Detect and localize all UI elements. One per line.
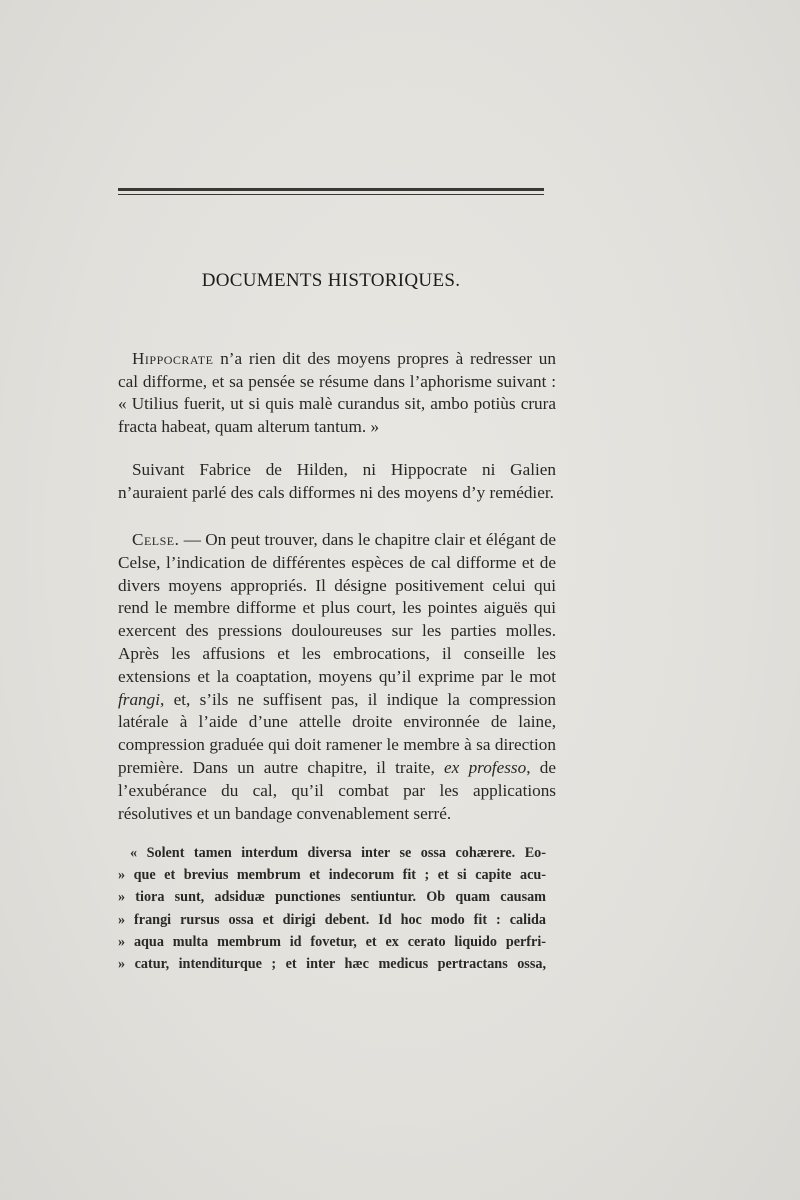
text-hippocrate: n’a rien dit des moyens propres à redresser un cal difforme, et sa pensée se résume dans l’aphorisme suivant : « Utilius fuerit, ut si quis malè curandus sit, ambo potiùs crura fracta habeat, quam alterum tantum. »	[118, 349, 556, 436]
quote-line: » aqua multa membrum id fovetur, et ex cerato liquido perfri-	[118, 933, 546, 950]
italic-frangi: frangi	[118, 689, 161, 709]
paragraph-hippocrate	[118, 348, 556, 438]
latin-quotation	[118, 842, 546, 975]
page-title: DOCUMENTS HISTORIQUES.	[201, 270, 461, 291]
text-celse-c: , de l’exubérance du cal, qu’il combat par les applications résolutives et un bandage convenablement serré.	[118, 757, 556, 823]
quote-line: » catur, intenditurque ; et inter hæc medicus pertractans ossa,	[118, 956, 546, 973]
header-rule-thick	[118, 188, 544, 191]
paragraph-fabrice	[118, 459, 556, 504]
text-celse-a: — On peut trouver, dans le chapitre clair et élégant de Celse, l’indication de différentes espèces de cal difforme et de divers moyens appropriés. Il désigne positivement celui qui rend le membre difforme et plus court, les pointes aiguës qui exercent des pressions douloureuses sur les parties molles. Après les affusions et les embrocations, il conseille les extensions et la coaptation, moyens qu’il exprime par le mot	[118, 530, 556, 686]
text-celse-b: , et, s’ils ne suffisent pas, il indique la compression latérale à l’aide d’une attelle droite environnée de laine, compression graduée qui doit ramener le membre à sa direction première. Dans un autre chapitre, il traite,	[118, 689, 556, 777]
lead-hippocrate: Hippocrate	[132, 349, 214, 368]
quote-line: « Solent tamen interdum diversa inter se ossa cohærere. Eo-	[130, 845, 546, 861]
header-rule-thin	[118, 194, 544, 195]
lead-celse: Celse.	[132, 530, 180, 549]
italic-ex-professo: ex professo	[444, 757, 527, 777]
quote-line: » frangi rursus ossa et dirigi debent. Id hoc modo fit : calida	[118, 911, 546, 928]
quote-line: » que et brevius membrum et indecorum fit ; et si capite acu-	[118, 867, 546, 884]
paragraph-celse	[118, 529, 556, 825]
quote-line: » tiora sunt, adsiduæ punctiones sentiuntur. Ob quam causam	[118, 889, 546, 906]
text-fabrice: Suivant Fabrice de Hilden, ni Hippocrate ni Galien n’auraient parlé des cals difformes ni des moyens d’y remédier.	[118, 460, 556, 502]
